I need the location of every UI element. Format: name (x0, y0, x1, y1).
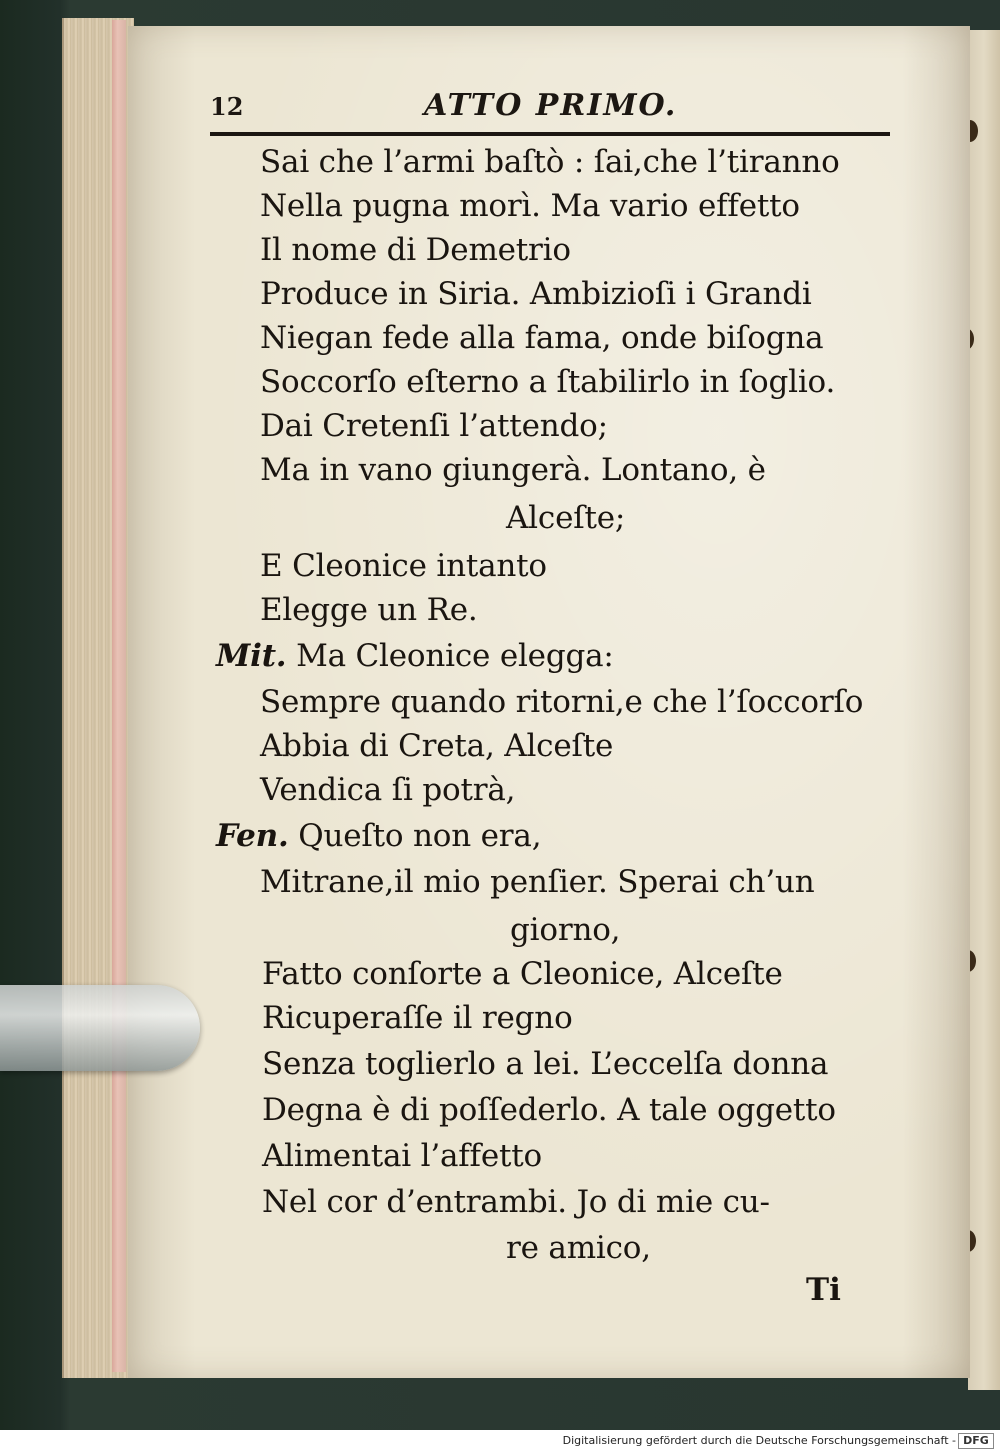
verse-line: Soccorſo eſterno a ſtabilirlo in ſoglio. (260, 364, 836, 400)
catchword: Ti (806, 1272, 841, 1308)
verse-line: Produce in Siria. Ambizioſi i Grandi (260, 276, 812, 312)
header-rule (210, 132, 890, 136)
verse-line: Fatto conſorte a Cleonice, Alceſte (262, 956, 783, 992)
verse-line: Mit. Ma Cleonice elegga: (216, 638, 614, 674)
footer-bar (0, 1430, 1000, 1451)
verse-line: Alimentai l’affetto (262, 1138, 542, 1174)
facing-page-edge (968, 30, 1000, 1390)
verse-line: Nella pugna morì. Ma vario effetto (260, 188, 800, 224)
speaker-label: Fen. (216, 818, 289, 854)
verse-line: Abbia di Creta, Alceſte (260, 728, 614, 764)
verse-line: Sempre quando ritorni,e che l’ſoccorſo (260, 684, 864, 720)
verse-line: Ma in vano giungerà. Lontano, è (260, 452, 766, 488)
verse-line: Il nome di Demetrio (260, 232, 571, 268)
verse-line: Elegge un Re. (260, 592, 478, 628)
speaker-label: Mit. (216, 638, 287, 674)
red-page-edge (112, 20, 126, 1372)
verse-line: Nel cor d’entrambi. Jo di mie cu- (262, 1184, 770, 1220)
verse-line: re amico, (506, 1230, 651, 1266)
verse-line: Vendica ſi potrà, (260, 772, 516, 808)
verse-line: Mitrane,il mio penſier. Sperai ch’un (260, 864, 815, 900)
verse-line: Degna è di poſſederlo. A tale oggetto (262, 1092, 836, 1128)
verse-line: Senza toglierlo a lei. L’eccelſa donna (262, 1046, 829, 1082)
page-number: 12 (210, 92, 244, 121)
verse-line: Dai Cretenſi l’attendo; (260, 408, 608, 444)
verse-line: Fen. Queſto non era, (216, 818, 542, 854)
page-clip (0, 985, 200, 1071)
verse-line: Alceſte; (506, 500, 626, 536)
verse-line: Niegan fede alla fama, onde biſogna (260, 320, 824, 356)
dfg-logo-icon: DFG (958, 1433, 994, 1449)
running-title: ATTO PRIMO. (424, 88, 678, 123)
funding-credit: Digitalisierung gefördert durch die Deutsche Forschungsgemeinschaft - (562, 1434, 956, 1447)
verse-line: E Cleonice intanto (260, 548, 547, 584)
verse-line: giorno, (510, 912, 621, 948)
verse-line: Ricuperaſſe il regno (262, 1000, 573, 1036)
page-header (210, 88, 890, 134)
verse-line: Sai che l’armi baſtò : ſai,che l’tiranno (260, 144, 840, 180)
